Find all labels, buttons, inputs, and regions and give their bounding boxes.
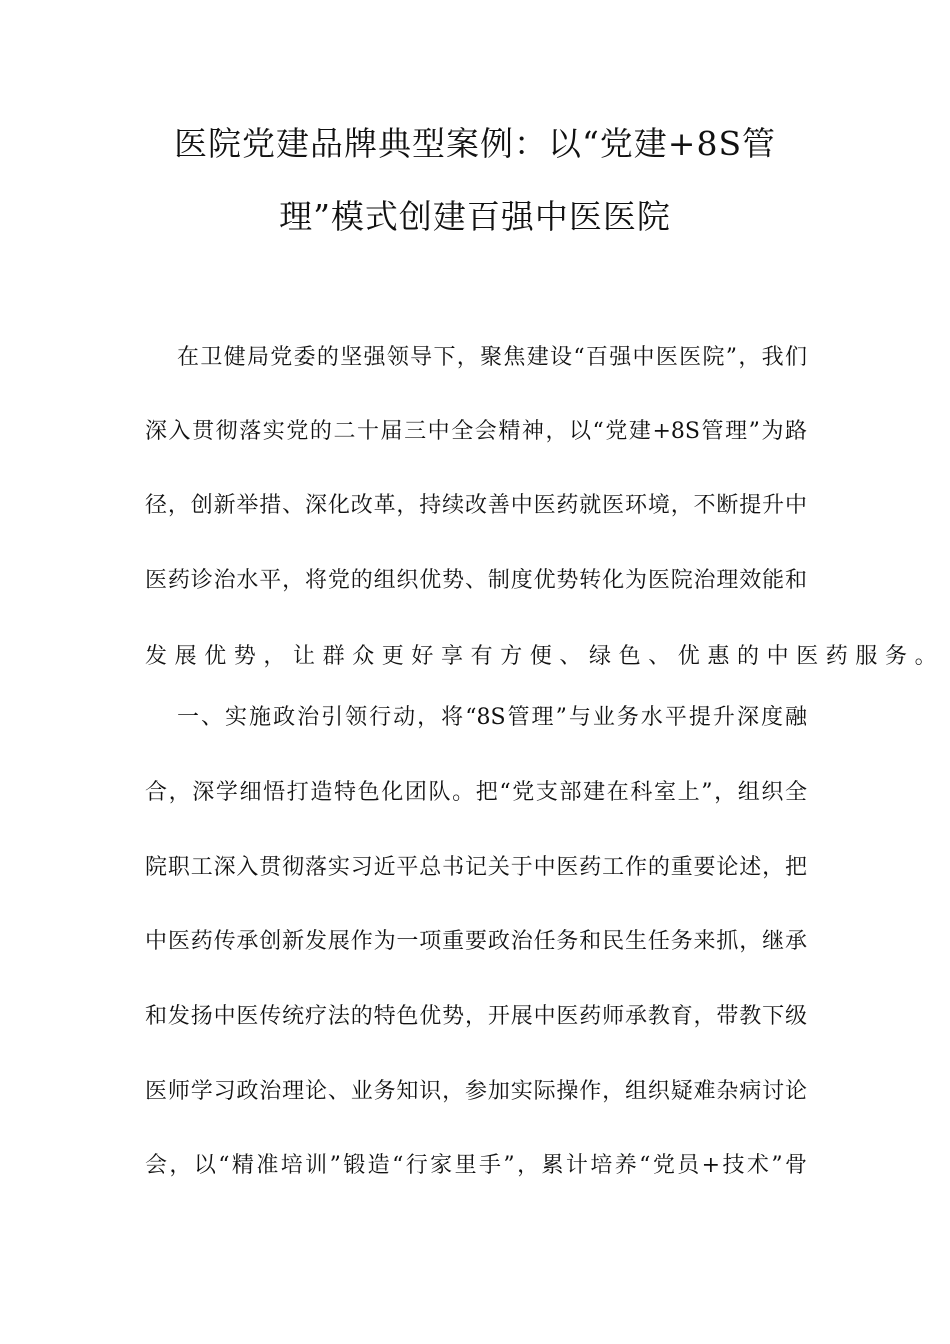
paragraph-1-line-3: 径，创新举措、深化改革，持续改善中医药就医环境，不断提升中	[145, 493, 807, 518]
paragraph-2-line-3: 院职工深入贯彻落实习近平总书记关于中医药工作的重要论述，把	[145, 855, 807, 880]
paragraph-2-line-4: 中医药传承创新发展作为一项重要政治任务和民生任务来抓，继承	[145, 929, 807, 954]
paragraph-1-line-2: 深入贯彻落实党的二十届三中全会精神，以“党建+8S管理”为路	[145, 419, 807, 444]
document-title-line-2: 理”模式创建百强中医医院	[279, 197, 671, 236]
paragraph-2-line-6: 医师学习政治理论、业务知识，参加实际操作，组织疑难杂病讨论	[145, 1079, 807, 1104]
paragraph-2-line-7: 会，以“精准培训”锻造“行家里手”，累计培养“党员+技术”骨	[145, 1153, 807, 1178]
paragraph-2-line-5: 和发扬中医传统疗法的特色优势，开展中医药师承教育，带教下级	[145, 1004, 807, 1029]
paragraph-2-line-1: 一、实施政治引领行动，将“8S管理”与业务水平提升深度融	[177, 705, 807, 730]
document-title-line-1: 医院党建品牌典型案例：以“党建+8S管	[173, 124, 777, 163]
paragraph-2-line-2: 合，深学细悟打造特色化团队。把“党支部建在科室上”，组织全	[145, 780, 807, 805]
paragraph-1-line-4: 医药诊治水平，将党的组织优势、制度优势转化为医院治理效能和	[145, 568, 807, 593]
paragraph-1-line-1: 在卫健局党委的坚强领导下，聚焦建设“百强中医医院”，我们	[177, 345, 807, 370]
paragraph-1-line-5: 发展优势，让群众更好享有方便、绿色、优惠的中医药服务。	[145, 644, 945, 669]
